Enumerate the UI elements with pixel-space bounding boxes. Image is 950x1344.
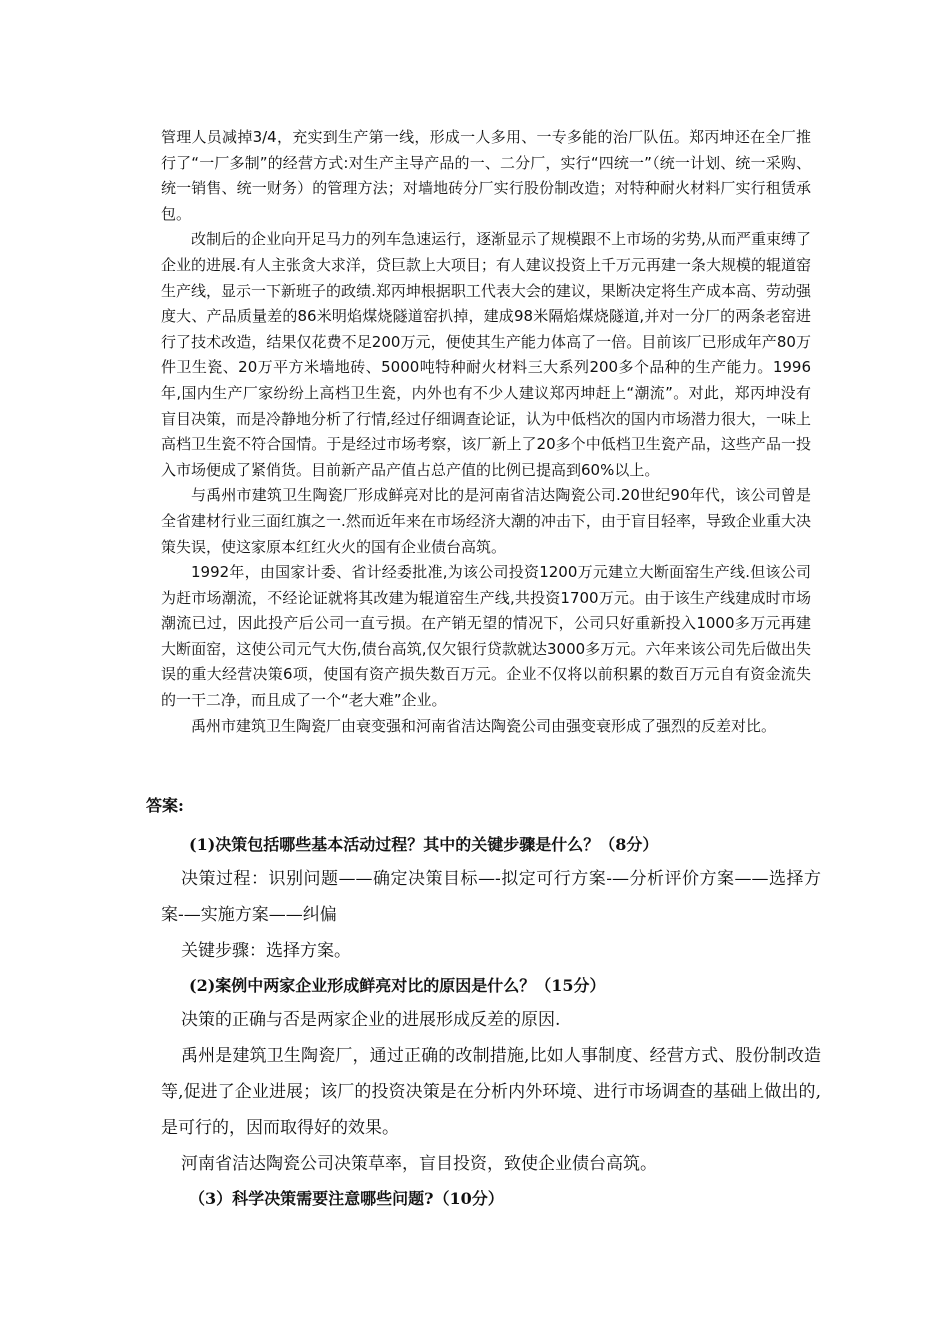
question-1: (1)决策包括哪些基本活动过程？其中的关键步骤是什么？（8分） [189,835,659,854]
case-paragraph-4: 1992年，由国家计委、省计经委批准,为该公司投资1200万元建立大断面窑生产线.但该公司为赶市场潮流，不经论证就将其改建为辊道窑生产线,共投资1700万元。由于该生产线建成时市场潮流已过，因此投产后公司一直亏损。在产销无望的情况下，公司只好重新投入1000多万元再建大断面窑，这使公司元气大伤,债台高筑,仅欠银行贷款就达3000多万元。六年来该公司先后做出失误的重大经营决策6项，使国有资产损失数百万元。企业不仅将以前积累的数百万元自有资金流失的一干二净，而且成了一个“老大难”企业。 [161,563,811,710]
answer-2-paragraph-2: 禹州是建筑卫生陶瓷厂，通过正确的改制措施,比如人事制度、经营方式、股份制改造等,促进了企业进展；该厂的投资决策是在分析内外环境、进行市场调查的基础上做出的,是可行的，因而取得好的效果。 [161,1046,821,1138]
case-paragraph-1: 管理人员减掉3/4，充实到生产第一线，形成一人多用、一专多能的治厂队伍。郑丙坤还在全厂推行了“一厂多制”的经营方式:对生产主导产品的一、二分厂，实行“四统一”（统一计划、统一采购、统一销售、统一财务）的管理方法；对墙地砖分厂实行股份制改造；对特种耐火材料厂实行租赁承包。 [161,128,811,223]
case-paragraph-3: 与禹州市建筑卫生陶瓷厂形成鲜亮对比的是河南省洁达陶瓷公司.20世纪90年代，该公司曾是全省建材行业三面红旗之一.然而近年来在市场经济大潮的冲击下，由于盲目轻率，导致企业重大决策失误，使这家原本红红火火的国有企业债台高筑。 [161,486,811,556]
case-paragraph-5: 禹州市建筑卫生陶瓷厂由衰变强和河南省洁达陶瓷公司由强变衰形成了强烈的反差对比。 [191,716,777,735]
question-3: （3）科学决策需要注意哪些问题?（10分） [189,1189,504,1208]
case-paragraph-2: 改制后的企业向开足马力的列车急速运行，逐渐显示了规模跟不上市场的劣势,从而严重束缚了企业的进展.有人主张贪大求洋，贷巨款上大项目；有人建议投资上千万元再建一条大规模的辊道窑生产线，显示一下新班子的政绩.郑丙坤根据职工代表大会的建议，果断决定将生产成本高、劳动强度大、产品质量差的86米明焰煤烧隧道窑扒掉，建成98米隔焰煤烧隧道,并对一分厂的两条老窑进行了技术改造，结果仅花费不足200万元，便使其生产能力体高了一倍。目前该厂已形成年产80万件卫生瓷、20万平方米墙地砖、5000吨特种耐火材料三大系列200多个品种的生产能力。1996年,国内生产厂家纷纷上高档卫生瓷，内外也有不少人建议郑丙坤赶上“潮流”。对此，郑丙坤没有盲目决策，而是冷静地分析了行情,经过仔细调查论证，认为中低档次的国内市场潜力很大，一味上高档卫生瓷不符合国情。于是经过市场考察，该厂新上了20多个中低档卫生瓷产品，这些产品一投入市场便成了紧俏货。目前新产品产值占总产值的比例已提高到60%以上。 [161,230,811,479]
answer-2-paragraph-3: 河南省洁达陶瓷公司决策草率，盲目投资，致使企业债台高筑。 [181,1154,657,1174]
case-study-text [161,125,811,739]
answers-section [161,828,821,1215]
answer-1-key-step: 关键步骤：选择方案。 [181,941,351,961]
question-2: (2)案例中两家企业形成鲜亮对比的原因是什么？（15分） [189,976,606,995]
answer-heading: 答案: [146,796,184,815]
answer-1-process: 决策过程：识别问题——确定决策目标—-拟定可行方案-—分析评价方案——选择方案-—实施方案——纠偏 [161,869,821,925]
answer-2-paragraph-1: 决策的正确与否是两家企业的进展形成反差的原因. [181,1010,561,1030]
